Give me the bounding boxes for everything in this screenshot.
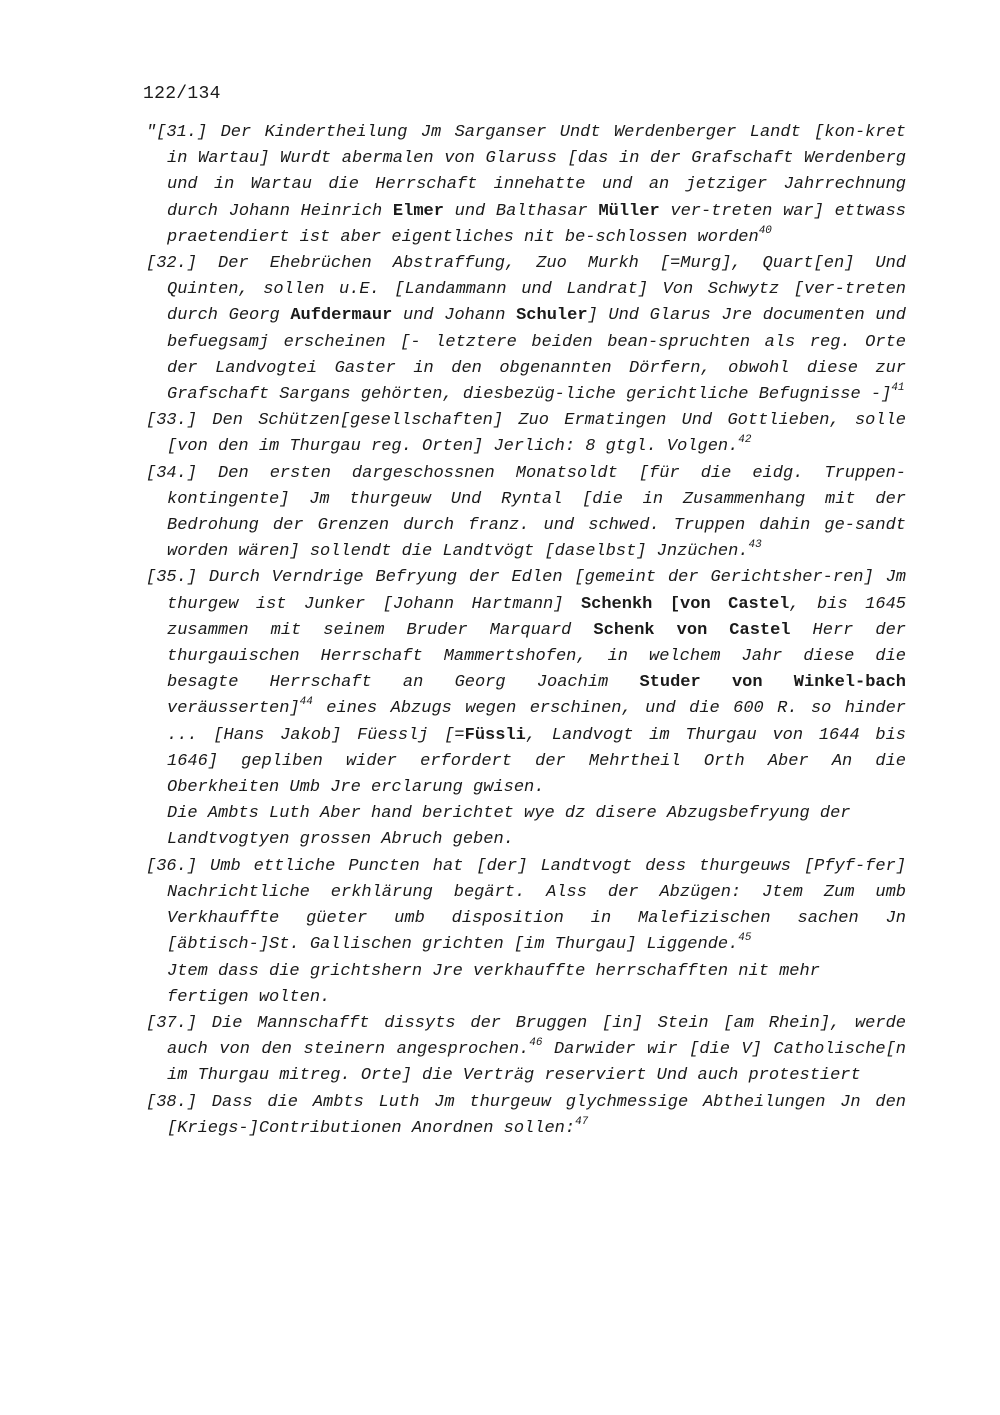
person-name: Schuler: [516, 306, 588, 326]
entry-text: [38.] Dass die Ambts Luth Jm thurgeuw glychmessige Abtheilungen Jn den [Kriegs-]Contributionen Anordnen sollen:: [146, 1092, 906, 1138]
entry-36-continuation: Jtem dass die grichtshern Jre verkhauffte herrschafften nit mehr fertigen wolten.: [167, 961, 820, 1007]
entry-text: , Landvogt im Thurgau von 1644 bis 1646] gepliben wider erfordert der Mehrtheil Orth Aber An die Oberkheiten Umb Jre erclarung gwisen.: [167, 725, 906, 798]
entry-38: [146, 1090, 906, 1142]
entry-text: ver-treten war] ettwass praetendiert ist aber eigentliches nit be-schlossen worden: [167, 201, 906, 247]
entry-text: und Johann: [392, 306, 517, 326]
entry-text: "[31.] Der Kindertheilung Jm Sarganser Undt Werdenberger Landt [kon-kret in Wartau] Wurdt abermalen von Glaruss [das in der Grafschaft Werdenberg und in Wartau die Herrschaft innehatte und an jetziger Jahrrechnung durch Johann Heinrich: [146, 123, 906, 221]
person-name: Studer von Winkel-bach: [639, 673, 907, 693]
entry-33: [146, 408, 906, 460]
footnote-ref: 45: [738, 932, 752, 945]
entry-text: [37.] Die Mannschafft dissyts der Bruggen [in] Stein [am Rhein], werde auch von den steinern angesprochen.: [146, 1013, 906, 1060]
footnote-ref: 44: [299, 696, 313, 709]
entry-text: und Balthasar: [443, 201, 599, 221]
entry-text: Darwider wir [die V] Catholische[n im Thurgau mitreg. Orte] die Verträg reserviert Und auch protestiert: [167, 1040, 906, 1086]
footnote-ref: 42: [738, 434, 752, 447]
footnote-ref: 40: [758, 224, 772, 237]
entry-text: [35.] Durch Verndrige Befryung der Edlen [gemeint der Gerichtsher-ren] Jm thurgew ist Junker [Johann Hartmann]: [146, 568, 906, 614]
person-name: Schenkh [von Castel: [580, 594, 790, 614]
entry-text: [34.] Den ersten dargeschossnen Monatsoldt [für die eidg. Truppen-kontingente] Jm thurgeuw Und Ryntal [die in Zusammenhang mit der Bedrohung der Grenzen durch franz. und schwed. Truppen dahin ge-sandt worden wären] sollendt die Landtvögt [daselbst] Jnzüchen.: [146, 463, 906, 562]
person-name: Aufdermaur: [290, 306, 393, 326]
entry-35: [146, 565, 906, 801]
document-body: [146, 120, 906, 1142]
footnote-ref: 43: [748, 539, 762, 552]
person-name: Schenk von Castel: [593, 620, 791, 640]
entry-text: veräusserten]: [167, 699, 300, 719]
entry-34: [146, 461, 906, 566]
person-name: Elmer: [392, 201, 444, 221]
entry-text: [33.] Den Schützen[gesellschaften] Zuo Ermatingen Und Gottlieben, solle [von den im Thurgau reg. Orten] Jerlich: 8 gtgl. Volgen.: [146, 411, 906, 457]
footnote-ref: 41: [891, 382, 905, 395]
entry-text: [36.] Umb ettliche Puncten hat [der] Landtvogt dess thurgeuws [Pfyf-fer] Nachrichtliche erkhlärung begärt. Alss der Abzügen: Jtem Zum umb Verkhauffte güeter umb disposition in Malefizischen sachen Jn [äbtisch-]St. Gallischen grichten [im Thurgau] Liggende.: [146, 856, 906, 955]
entry-37: [146, 1011, 906, 1090]
person-name: Füssli: [464, 725, 526, 745]
entry-text: [32.] Der Ehebrüchen Abstraffung, Zuo Murkh [=Murg], Quart[en] Und Quinten, sollen u.E. [Landammann und Landrat] Von Schwytz [ver-treten durch Georg: [146, 254, 906, 326]
entry-text: Herr der thurgauischen Herrschaft Mammertshofen, in welchem Jahr diese die besagte Herrschaft an Georg Joachim: [167, 620, 906, 693]
page-number: 122/134: [143, 84, 221, 104]
entry-text: , bis 1645 zusammen mit seinem Bruder Marquard: [167, 594, 906, 640]
entry-31: [146, 120, 906, 251]
entry-text: eines Abzugs wegen erschinen, und die 600 R. so hinder ... [Hans Jakob] Füesslj [=: [167, 699, 906, 745]
entry-32: [146, 251, 906, 408]
entry-text: ] Und Glarus Jre documenten und befuegsamj erscheinen [- letztere beiden bean-spruchten als reg. Orte der Landvogtei Gaster in den obgenannten Dörfern, obwohl diese zur Grafschaft Sargans gehörten, diesbezüg-liche gerichtliche Befugnisse -]: [167, 306, 907, 405]
entry-36: [146, 854, 906, 959]
person-name: Müller: [598, 201, 660, 221]
footnote-ref: 47: [575, 1115, 589, 1128]
footnote-ref: 46: [529, 1037, 543, 1050]
entry-35-continuation: Die Ambts Luth Aber hand berichtet wye dz disere Abzugsbefryung der Landtvogtyen grossen Abruch geben.: [167, 804, 851, 850]
